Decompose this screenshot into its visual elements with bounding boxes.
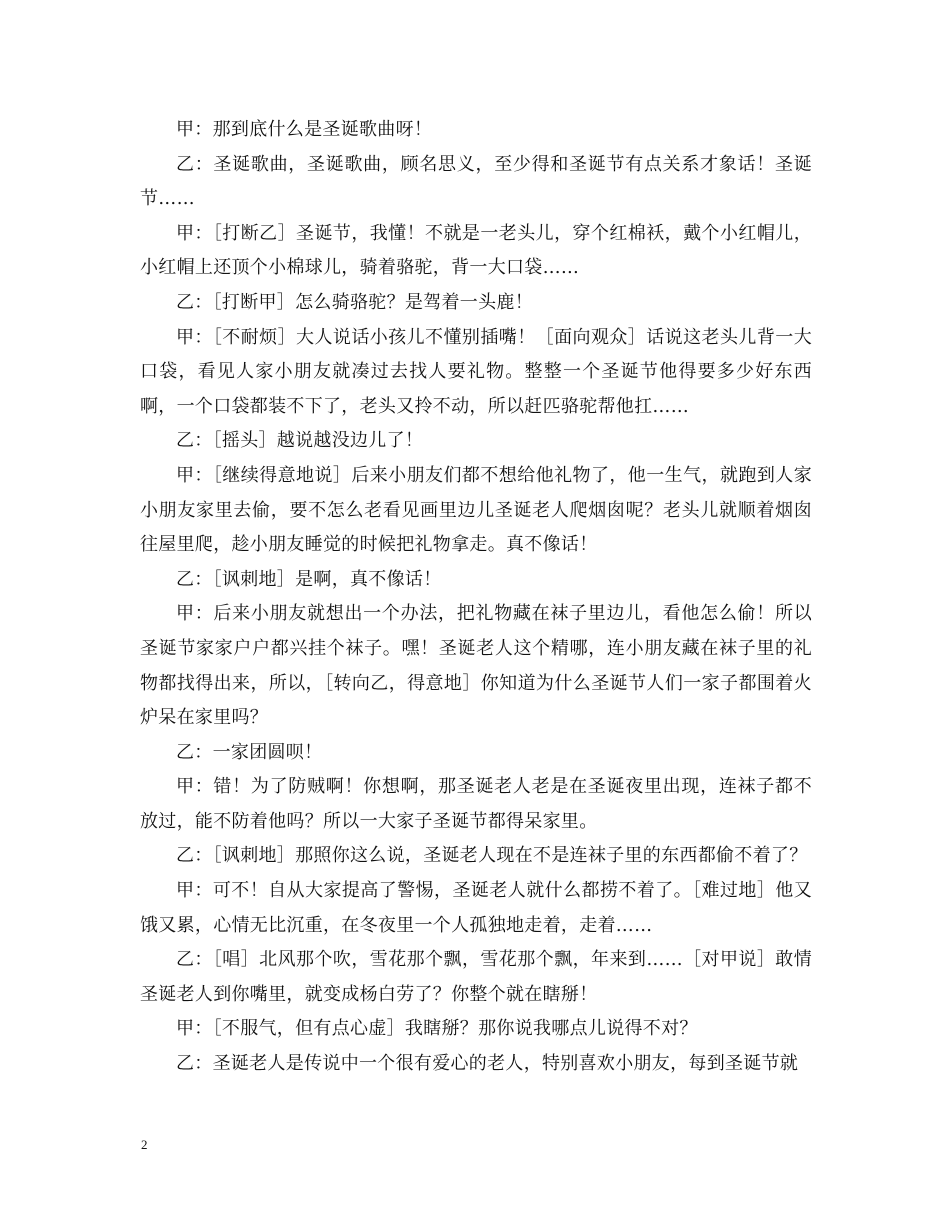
dialogue-paragraph: 甲：错！为了防贼啊！你想啊，那圣诞老人老是在圣诞夜里出现，连袜子都不放过，能不防着他吗？所以一大家子圣诞节都得呆家里。	[140, 776, 812, 832]
dialogue-paragraph: 乙：［讽刺地］是啊，真不像话！	[176, 568, 442, 590]
dialogue-paragraph: 甲：那到底什么是圣诞歌曲呀！	[176, 119, 433, 140]
dialogue-paragraph: 乙：圣诞老人是传说中一个很有爱心的老人，特别喜欢小朋友，每到圣诞节就	[176, 1053, 799, 1075]
dialogue-paragraph: 甲：［继续得意地说］后来小朋友们都不想给他礼物了，他一生气，就跑到人家小朋友家里去偷，要不怎么老看见画里边儿圣诞老人爬烟囱呢？老头儿就顺着烟囱往屋里爬，趁小朋友睡觉的时候把礼物拿走。真不像话！	[140, 464, 812, 556]
dialogue-paragraph: 甲：［不耐烦］大人说话小孩儿不懂别插嘴！［面向观众］话说这老头儿背一大口袋，看见人家小朋友就凑过去找人要礼物。整整一个圣诞节他得要多少好东西啊，一个口袋都装不下了，老头又拎不动，所以赶匹骆驼帮他扛……	[140, 326, 812, 417]
dialogue-paragraph: 乙：圣诞歌曲，圣诞歌曲，顾名思义，至少得和圣诞节有点关系才象话！圣诞节……	[140, 153, 812, 210]
dialogue-paragraph: 乙：［摇头］越说越没边儿了！	[176, 430, 424, 452]
dialogue-paragraph: 甲：［打断乙］圣诞节，我懂！不就是一老头儿，穿个红棉袄，戴个小红帽儿，小红帽上还顶个小棉球儿，骑着骆驼，背一大口袋……	[140, 222, 812, 279]
dialogue-paragraph: 甲：［不服气，但有点心虚］我瞎掰？那你说我哪点儿说得不对？	[176, 1018, 698, 1040]
dialogue-paragraph: 乙：［讽刺地］那照你这么说，圣诞老人现在不是连袜子里的东西都偷不着了？	[176, 845, 808, 867]
dialogue-paragraph: 乙：［唱］北风那个吹，雪花那个飘，雪花那个飘，年来到……［对甲说］敢情圣诞老人到你嘴里，就变成杨白劳了？你整个就在瞎掰！	[140, 949, 812, 1005]
page-number: 2	[141, 1137, 148, 1152]
dialogue-paragraph: 甲：可不！自从大家提高了警惕，圣诞老人就什么都捞不着了。［难过地］他又饿又累，心情无比沉重，在冬夜里一个人孤独地走着，走着……	[140, 880, 812, 936]
dialogue-paragraph: 乙：一家团圆呗！	[176, 741, 323, 763]
dialogue-paragraph: 甲：后来小朋友就想出一个办法，把礼物藏在袜子里边儿，看他怎么偷！所以圣诞节家家户户都兴挂个袜子。嘿！圣诞老人这个精哪，连小朋友藏在袜子里的礼物都找得出来，所以，［转向乙，得意地］你知道为什么圣诞节人们一家子都围着火炉呆在家里吗？	[140, 603, 812, 729]
dialogue-paragraph: 乙：［打断甲］怎么骑骆驼？是驾着一头鹿！	[176, 291, 533, 313]
dialogue-body	[140, 113, 812, 1082]
